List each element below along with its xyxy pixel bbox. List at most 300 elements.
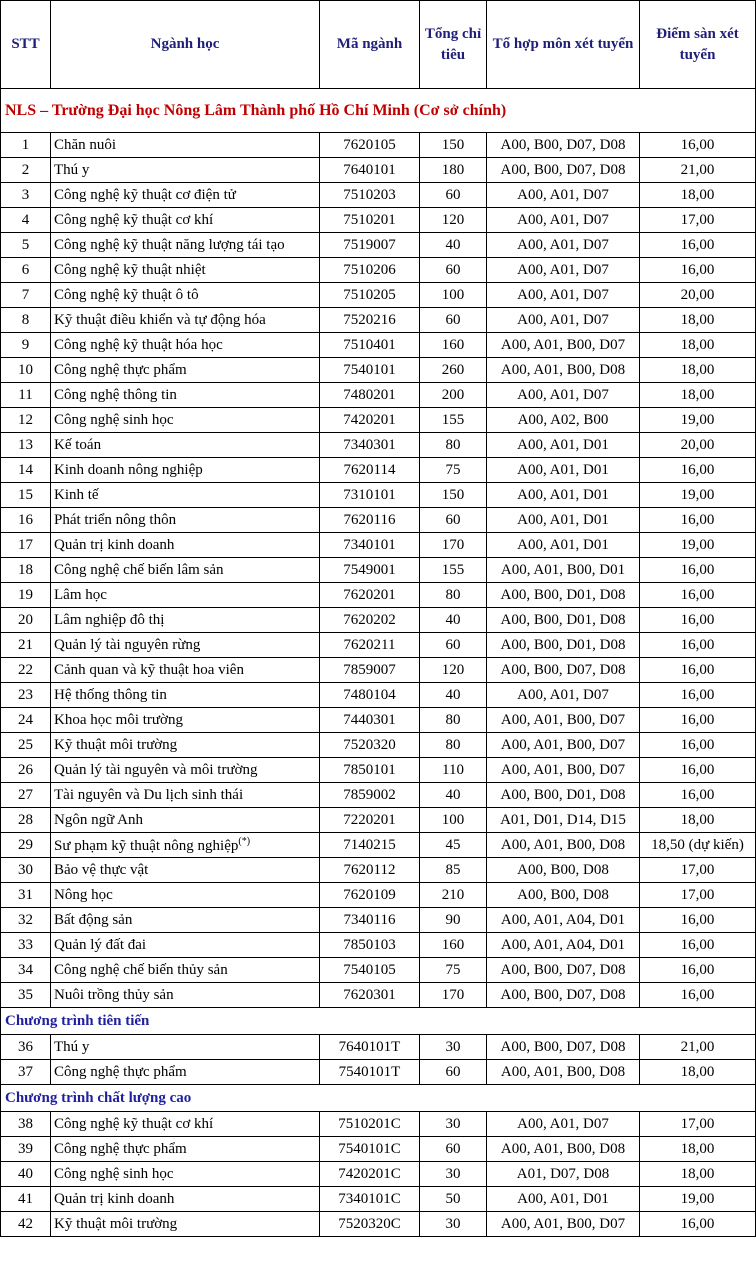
stt-cell: 28: [1, 808, 51, 833]
major-cell: Kỹ thuật môi trường: [51, 733, 320, 758]
quota-cell: 60: [420, 1060, 487, 1085]
stt-cell: 34: [1, 958, 51, 983]
major-cell: Kế toán: [51, 433, 320, 458]
score-cell: 17,00: [640, 883, 756, 908]
major-cell: Công nghệ kỹ thuật năng lượng tái tạo: [51, 233, 320, 258]
table-row: [1, 883, 756, 908]
score-cell: 16,00: [640, 783, 756, 808]
combo-cell: A00, B00, D07, D08: [487, 983, 640, 1008]
header-score: Điểm sàn xét tuyển: [640, 1, 756, 89]
combo-cell: A00, A02, B00: [487, 408, 640, 433]
table-row: [1, 983, 756, 1008]
section-row: [1, 1008, 756, 1035]
score-cell: 18,00: [640, 358, 756, 383]
table-row: [1, 333, 756, 358]
score-cell: 16,00: [640, 733, 756, 758]
combo-cell: A01, D01, D14, D15: [487, 808, 640, 833]
quota-cell: 60: [420, 1137, 487, 1162]
table-body: [1, 89, 756, 1237]
stt-cell: 5: [1, 233, 51, 258]
score-cell: 18,00: [640, 1060, 756, 1085]
quota-cell: 100: [420, 808, 487, 833]
code-cell: 7519007: [320, 233, 420, 258]
quota-cell: 150: [420, 133, 487, 158]
code-cell: 7510201C: [320, 1112, 420, 1137]
combo-cell: A00, A01, B00, D08: [487, 833, 640, 858]
table-row: [1, 1137, 756, 1162]
section-title: Chương trình tiên tiến: [1, 1008, 756, 1035]
table-row: [1, 1112, 756, 1137]
school-title: NLS – Trường Đại học Nông Lâm Thành phố Hồ Chí Minh (Cơ sở chính): [1, 89, 756, 133]
major-cell: Nuôi trồng thủy sản: [51, 983, 320, 1008]
score-cell: 16,00: [640, 1212, 756, 1237]
score-cell: 16,00: [640, 958, 756, 983]
code-cell: 7340101C: [320, 1187, 420, 1212]
combo-cell: A00, B00, D07, D08: [487, 1035, 640, 1060]
major-cell: Nông học: [51, 883, 320, 908]
major-cell: Ngôn ngữ Anh: [51, 808, 320, 833]
stt-cell: 10: [1, 358, 51, 383]
code-cell: 7440301: [320, 708, 420, 733]
code-cell: 7620109: [320, 883, 420, 908]
major-cell: Quản trị kinh doanh: [51, 1187, 320, 1212]
quota-cell: 40: [420, 783, 487, 808]
combo-cell: A00, A01, D01: [487, 458, 640, 483]
quota-cell: 155: [420, 408, 487, 433]
quota-cell: 40: [420, 683, 487, 708]
quota-cell: 60: [420, 508, 487, 533]
score-cell: 16,00: [640, 983, 756, 1008]
major-cell: Công nghệ thông tin: [51, 383, 320, 408]
code-cell: 7140215: [320, 833, 420, 858]
major-cell: Lâm nghiệp đô thị: [51, 608, 320, 633]
code-cell: 7310101: [320, 483, 420, 508]
table-row: [1, 958, 756, 983]
combo-cell: A00, A01, D01: [487, 483, 640, 508]
combo-cell: A00, A01, D07: [487, 208, 640, 233]
stt-cell: 32: [1, 908, 51, 933]
major-cell: Công nghệ thực phẩm: [51, 1060, 320, 1085]
combo-cell: A00, B00, D08: [487, 883, 640, 908]
score-cell: 18,00: [640, 333, 756, 358]
code-cell: 7620211: [320, 633, 420, 658]
table-row: [1, 433, 756, 458]
combo-cell: A00, B00, D01, D08: [487, 783, 640, 808]
quota-cell: 90: [420, 908, 487, 933]
table-row: [1, 283, 756, 308]
stt-cell: 7: [1, 283, 51, 308]
score-cell: 17,00: [640, 208, 756, 233]
score-cell: 16,00: [640, 683, 756, 708]
quota-cell: 75: [420, 458, 487, 483]
major-cell: Công nghệ thực phẩm: [51, 1137, 320, 1162]
stt-cell: 4: [1, 208, 51, 233]
stt-cell: 14: [1, 458, 51, 483]
table-row: [1, 533, 756, 558]
code-cell: 7620201: [320, 583, 420, 608]
major-cell: Hệ thống thông tin: [51, 683, 320, 708]
combo-cell: A00, A01, D07: [487, 183, 640, 208]
score-cell: 20,00: [640, 433, 756, 458]
score-cell: 16,00: [640, 458, 756, 483]
table-row: [1, 908, 756, 933]
major-cell: Quản trị kinh doanh: [51, 533, 320, 558]
table-row: [1, 933, 756, 958]
score-cell: 16,00: [640, 258, 756, 283]
table-header: [1, 1, 756, 89]
major-cell: Công nghệ kỹ thuật ô tô: [51, 283, 320, 308]
table-row: [1, 658, 756, 683]
score-cell: 19,00: [640, 533, 756, 558]
quota-cell: 60: [420, 183, 487, 208]
quota-cell: 260: [420, 358, 487, 383]
quota-cell: 110: [420, 758, 487, 783]
code-cell: 7620105: [320, 133, 420, 158]
quota-cell: 40: [420, 233, 487, 258]
major-cell: Khoa học môi trường: [51, 708, 320, 733]
major-cell: Quản lý tài nguyên và môi trường: [51, 758, 320, 783]
quota-cell: 80: [420, 733, 487, 758]
score-cell: 17,00: [640, 858, 756, 883]
quota-cell: 160: [420, 933, 487, 958]
stt-cell: 30: [1, 858, 51, 883]
stt-cell: 15: [1, 483, 51, 508]
section-title: Chương trình chất lượng cao: [1, 1085, 756, 1112]
code-cell: 7850103: [320, 933, 420, 958]
quota-cell: 75: [420, 958, 487, 983]
stt-cell: 17: [1, 533, 51, 558]
quota-cell: 120: [420, 658, 487, 683]
quota-cell: 30: [420, 1035, 487, 1060]
combo-cell: A00, B00, D01, D08: [487, 633, 640, 658]
major-cell: Kỹ thuật môi trường: [51, 1212, 320, 1237]
combo-cell: A00, A01, D01: [487, 433, 640, 458]
code-cell: 7540105: [320, 958, 420, 983]
quota-cell: 30: [420, 1212, 487, 1237]
major-cell: Công nghệ kỹ thuật cơ khí: [51, 208, 320, 233]
quota-cell: 160: [420, 333, 487, 358]
code-cell: 7520216: [320, 308, 420, 333]
quota-cell: 80: [420, 708, 487, 733]
combo-cell: A00, B00, D07, D08: [487, 958, 640, 983]
score-cell: 16,00: [640, 708, 756, 733]
combo-cell: A00, A01, A04, D01: [487, 908, 640, 933]
table-row: [1, 308, 756, 333]
combo-cell: A00, B00, D07, D08: [487, 658, 640, 683]
combo-cell: A00, A01, D07: [487, 308, 640, 333]
score-cell: 16,00: [640, 933, 756, 958]
table-row: [1, 1162, 756, 1187]
header-combo: Tổ hợp môn xét tuyển: [487, 1, 640, 89]
score-cell: 18,50 (dự kiến): [640, 833, 756, 858]
combo-cell: A00, A01, D01: [487, 508, 640, 533]
combo-cell: A00, A01, B00, D08: [487, 1137, 640, 1162]
score-cell: 16,00: [640, 658, 756, 683]
code-cell: 7850101: [320, 758, 420, 783]
score-cell: 16,00: [640, 233, 756, 258]
school-title-row: [1, 89, 756, 133]
major-cell: Bất động sản: [51, 908, 320, 933]
combo-cell: A00, B00, D07, D08: [487, 158, 640, 183]
major-cell: Công nghệ sinh học: [51, 1162, 320, 1187]
table-row: [1, 1187, 756, 1212]
table-row: [1, 758, 756, 783]
quota-cell: 85: [420, 858, 487, 883]
major-cell: Quản lý đất đai: [51, 933, 320, 958]
header-code: Mã ngành: [320, 1, 420, 89]
score-cell: 16,00: [640, 608, 756, 633]
combo-cell: A00, A01, B00, D07: [487, 1212, 640, 1237]
major-cell: Cảnh quan và kỹ thuật hoa viên: [51, 658, 320, 683]
combo-cell: A00, A01, B00, D01: [487, 558, 640, 583]
code-cell: 7510401: [320, 333, 420, 358]
score-cell: 19,00: [640, 1187, 756, 1212]
table-row: [1, 258, 756, 283]
code-cell: 7520320: [320, 733, 420, 758]
table-row: [1, 833, 756, 858]
code-cell: 7510203: [320, 183, 420, 208]
stt-cell: 24: [1, 708, 51, 733]
stt-cell: 9: [1, 333, 51, 358]
stt-cell: 2: [1, 158, 51, 183]
code-cell: 7620301: [320, 983, 420, 1008]
score-cell: 19,00: [640, 483, 756, 508]
code-cell: 7620112: [320, 858, 420, 883]
major-cell: Kinh doanh nông nghiệp: [51, 458, 320, 483]
stt-cell: 22: [1, 658, 51, 683]
score-cell: 21,00: [640, 158, 756, 183]
table-row: [1, 208, 756, 233]
major-cell: Công nghệ kỹ thuật cơ điện tử: [51, 183, 320, 208]
combo-cell: A00, A01, B00, D08: [487, 358, 640, 383]
stt-cell: 20: [1, 608, 51, 633]
quota-cell: 150: [420, 483, 487, 508]
stt-cell: 16: [1, 508, 51, 533]
table-row: [1, 683, 756, 708]
combo-cell: A00, A01, B00, D07: [487, 758, 640, 783]
code-cell: 7640101T: [320, 1035, 420, 1060]
combo-cell: A00, A01, B00, D07: [487, 333, 640, 358]
header-stt: STT: [1, 1, 51, 89]
major-cell: Công nghệ kỹ thuật hóa học: [51, 333, 320, 358]
quota-cell: 30: [420, 1112, 487, 1137]
combo-cell: A00, B00, D08: [487, 858, 640, 883]
quota-cell: 100: [420, 283, 487, 308]
major-cell: Quản lý tài nguyên rừng: [51, 633, 320, 658]
table-row: [1, 1212, 756, 1237]
quota-cell: 30: [420, 1162, 487, 1187]
table-row: [1, 183, 756, 208]
score-cell: 18,00: [640, 308, 756, 333]
stt-cell: 41: [1, 1187, 51, 1212]
table-row: [1, 1060, 756, 1085]
stt-cell: 8: [1, 308, 51, 333]
quota-cell: 40: [420, 608, 487, 633]
stt-cell: 23: [1, 683, 51, 708]
code-cell: 7859007: [320, 658, 420, 683]
combo-cell: A00, A01, D01: [487, 533, 640, 558]
major-cell: Thú y: [51, 158, 320, 183]
table-row: [1, 458, 756, 483]
code-cell: 7540101T: [320, 1060, 420, 1085]
combo-cell: A00, A01, D07: [487, 233, 640, 258]
table-row: [1, 1035, 756, 1060]
code-cell: 7540101C: [320, 1137, 420, 1162]
stt-cell: 29: [1, 833, 51, 858]
score-cell: 16,00: [640, 908, 756, 933]
major-cell: Tài nguyên và Du lịch sinh thái: [51, 783, 320, 808]
quota-cell: 80: [420, 583, 487, 608]
table-row: [1, 858, 756, 883]
score-cell: 16,00: [640, 758, 756, 783]
stt-cell: 11: [1, 383, 51, 408]
code-cell: 7540101: [320, 358, 420, 383]
combo-cell: A00, B00, D01, D08: [487, 608, 640, 633]
table-row: [1, 808, 756, 833]
score-cell: 18,00: [640, 1162, 756, 1187]
stt-cell: 18: [1, 558, 51, 583]
quota-cell: 200: [420, 383, 487, 408]
major-cell: Thú y: [51, 1035, 320, 1060]
stt-cell: 38: [1, 1112, 51, 1137]
code-cell: 7420201C: [320, 1162, 420, 1187]
code-cell: 7549001: [320, 558, 420, 583]
combo-cell: A00, A01, A04, D01: [487, 933, 640, 958]
major-cell: Công nghệ sinh học: [51, 408, 320, 433]
code-cell: 7510205: [320, 283, 420, 308]
stt-cell: 19: [1, 583, 51, 608]
code-cell: 7640101: [320, 158, 420, 183]
stt-cell: 35: [1, 983, 51, 1008]
table-row: [1, 508, 756, 533]
table-row: [1, 583, 756, 608]
score-cell: 16,00: [640, 133, 756, 158]
score-cell: 16,00: [640, 508, 756, 533]
major-cell: Kinh tế: [51, 483, 320, 508]
score-cell: 21,00: [640, 1035, 756, 1060]
quota-cell: 80: [420, 433, 487, 458]
combo-cell: A00, A01, D07: [487, 258, 640, 283]
stt-cell: 39: [1, 1137, 51, 1162]
header-major: Ngành học: [51, 1, 320, 89]
code-cell: 7340301: [320, 433, 420, 458]
quota-cell: 180: [420, 158, 487, 183]
section-row: [1, 1085, 756, 1112]
stt-cell: 13: [1, 433, 51, 458]
code-cell: 7510201: [320, 208, 420, 233]
stt-cell: 12: [1, 408, 51, 433]
stt-cell: 31: [1, 883, 51, 908]
table-row: [1, 133, 756, 158]
score-cell: 20,00: [640, 283, 756, 308]
quota-cell: 170: [420, 533, 487, 558]
table-row: [1, 158, 756, 183]
code-cell: 7340101: [320, 533, 420, 558]
stt-cell: 36: [1, 1035, 51, 1060]
combo-cell: A00, A01, D07: [487, 383, 640, 408]
quota-cell: 60: [420, 633, 487, 658]
combo-cell: A00, A01, B00, D07: [487, 733, 640, 758]
code-cell: 7510206: [320, 258, 420, 283]
stt-cell: 27: [1, 783, 51, 808]
table-row: [1, 233, 756, 258]
combo-cell: A00, A01, B00, D08: [487, 1060, 640, 1085]
table-row: [1, 483, 756, 508]
major-cell: Công nghệ chế biến lâm sản: [51, 558, 320, 583]
score-cell: 17,00: [640, 1112, 756, 1137]
major-cell: Chăn nuôi: [51, 133, 320, 158]
code-cell: 7620116: [320, 508, 420, 533]
table-row: [1, 558, 756, 583]
quota-cell: 60: [420, 308, 487, 333]
code-cell: 7220201: [320, 808, 420, 833]
stt-cell: 1: [1, 133, 51, 158]
major-cell: Bảo vệ thực vật: [51, 858, 320, 883]
major-cell: Kỹ thuật điều khiển và tự động hóa: [51, 308, 320, 333]
table-row: [1, 733, 756, 758]
quota-cell: 45: [420, 833, 487, 858]
major-cell: Công nghệ thực phẩm: [51, 358, 320, 383]
stt-cell: 40: [1, 1162, 51, 1187]
stt-cell: 21: [1, 633, 51, 658]
quota-cell: 60: [420, 258, 487, 283]
stt-cell: 26: [1, 758, 51, 783]
header-quota: Tổng chỉ tiêu: [420, 1, 487, 89]
combo-cell: A00, B00, D07, D08: [487, 133, 640, 158]
score-cell: 16,00: [640, 558, 756, 583]
score-cell: 18,00: [640, 383, 756, 408]
combo-cell: A00, B00, D01, D08: [487, 583, 640, 608]
major-text: Sư phạm kỹ thuật nông nghiệp: [54, 837, 239, 854]
major-cell: Công nghệ chế biến thủy sản: [51, 958, 320, 983]
code-cell: 7480201: [320, 383, 420, 408]
quota-cell: 50: [420, 1187, 487, 1212]
code-cell: 7520320C: [320, 1212, 420, 1237]
combo-cell: A00, A01, D07: [487, 1112, 640, 1137]
table-row: [1, 408, 756, 433]
code-cell: 7620114: [320, 458, 420, 483]
score-cell: 18,00: [640, 808, 756, 833]
table-row: [1, 708, 756, 733]
score-cell: 18,00: [640, 1137, 756, 1162]
table-row: [1, 383, 756, 408]
code-cell: 7859002: [320, 783, 420, 808]
table-row: [1, 633, 756, 658]
score-cell: 19,00: [640, 408, 756, 433]
stt-cell: 42: [1, 1212, 51, 1237]
table-row: [1, 608, 756, 633]
combo-cell: A00, A01, D01: [487, 1187, 640, 1212]
table-row: [1, 358, 756, 383]
code-cell: 7480104: [320, 683, 420, 708]
major-cell: Công nghệ kỹ thuật nhiệt: [51, 258, 320, 283]
code-cell: 7340116: [320, 908, 420, 933]
major-cell: Lâm học: [51, 583, 320, 608]
quota-cell: 210: [420, 883, 487, 908]
major-cell: Phát triển nông thôn: [51, 508, 320, 533]
stt-cell: 3: [1, 183, 51, 208]
code-cell: 7620202: [320, 608, 420, 633]
major-cell: Công nghệ kỹ thuật cơ khí: [51, 1112, 320, 1137]
score-cell: 18,00: [640, 183, 756, 208]
table-row: [1, 783, 756, 808]
combo-cell: A00, A01, D07: [487, 683, 640, 708]
score-cell: 16,00: [640, 633, 756, 658]
stt-cell: 37: [1, 1060, 51, 1085]
combo-cell: A00, A01, D07: [487, 283, 640, 308]
stt-cell: 33: [1, 933, 51, 958]
stt-cell: 6: [1, 258, 51, 283]
